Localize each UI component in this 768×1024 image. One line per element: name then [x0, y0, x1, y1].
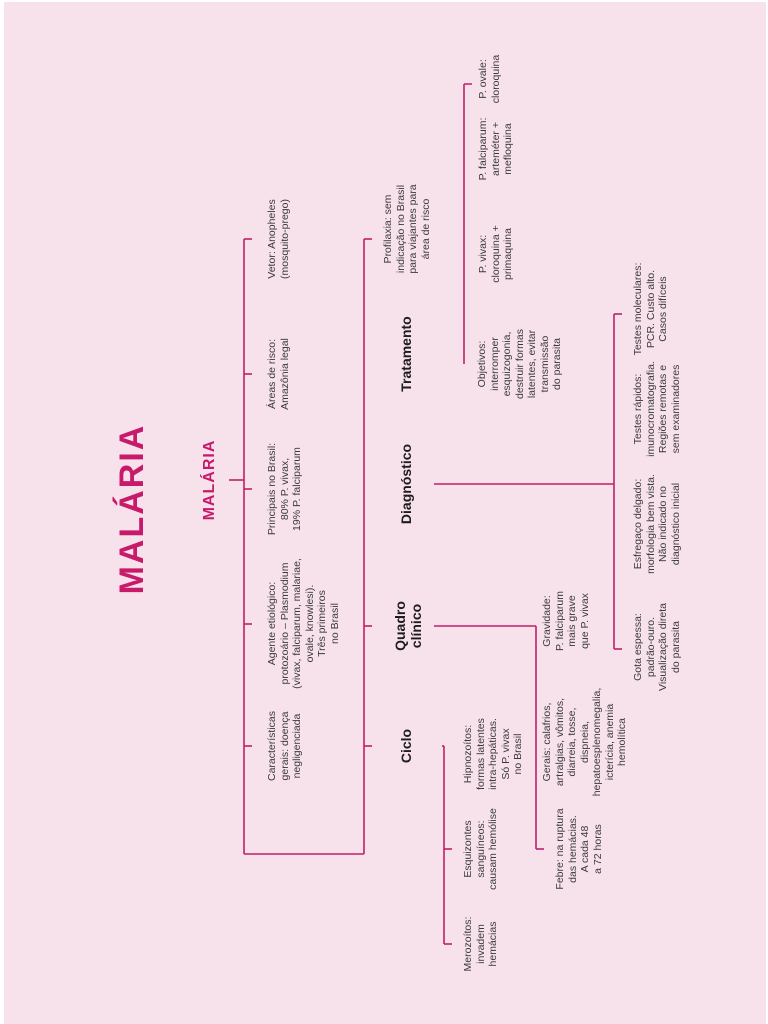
node-merozoitos: Merozoítos: invadem hemácias [462, 916, 499, 972]
node-testes-rapidos: Testes rápidos: imunocromatografia. Regiões remotas e sem examinadores [632, 361, 682, 457]
node-vetor: Vetor: Anopheles (mosquito-prego) [266, 199, 291, 279]
heading-tratamento: Tratamento [398, 316, 414, 392]
node-areas: Áreas de risco: Amazônia legal [266, 338, 291, 410]
node-hipnozoitos: Hipnozoítos: formas latentes intra-hepáticas. Só P. vivax no Brasil [462, 718, 524, 790]
node-profilaxia: Profilaxia: sem indicação no Brasil para viajantes para área de risco [382, 184, 432, 274]
heading-quadro-clinico: Quadro clínico [392, 601, 424, 651]
heading-ciclo: Ciclo [398, 728, 414, 764]
mind-map-page [4, 2, 766, 1024]
node-testes-moleculares: Testes moleculares: PCR. Custo alto. Casos difíceis [632, 262, 669, 356]
node-esfregaco: Esfregaço delgado: morfologia bem vista. Não indicado no diagnóstico inicial [632, 474, 682, 574]
node-objetivos: Objetivos: interromper esquizogonia, destruir formas latentes, evitar transmissão do parasita [476, 328, 563, 400]
page-title: MALÁRIA [113, 423, 151, 595]
node-febre: Febre: na ruptura das hemácias. A cada 48 a 72 horas [554, 808, 604, 890]
node-p-vivax: P. vivax: cloroquina + primaquina [477, 225, 514, 283]
node-gravidade: Gravidade: P. falciparum mais grave que P. vivax [541, 591, 591, 651]
node-gota-espessa: Gota espessa: padrão-ouro. Visualização direta do parasita [632, 603, 682, 691]
heading-diagnostico: Diagnóstico [398, 443, 414, 525]
node-p-falciparum: P. falciparum: arteméter + mefloquina [477, 117, 514, 181]
node-caracteristicas: Características gerais: doença negligenciada [266, 710, 303, 782]
rotated-mind-map [4, 2, 766, 1024]
node-p-ovale: P. ovale: cloroquina [477, 54, 502, 104]
node-principais: Principais no Brasil: 80% P. vivax, 19% P. falciparum [266, 442, 303, 536]
root-node: MALÁRIA [201, 439, 218, 521]
node-agente: Agente etiológico: protozoário – Plasmodium (vivax, falciparum, malariae, ovale, knowlesi). Três primeiros no Brasil [266, 558, 341, 689]
node-gerais: Gerais: calafrios, artralgias, vômitos, diarreia, tosse, dispneia, hepatoesplenomegalia, icterícia, anemia hemolítica [541, 687, 628, 797]
node-esquizontes: Esquizontes sanguíneos: causam hemólise [462, 808, 499, 890]
